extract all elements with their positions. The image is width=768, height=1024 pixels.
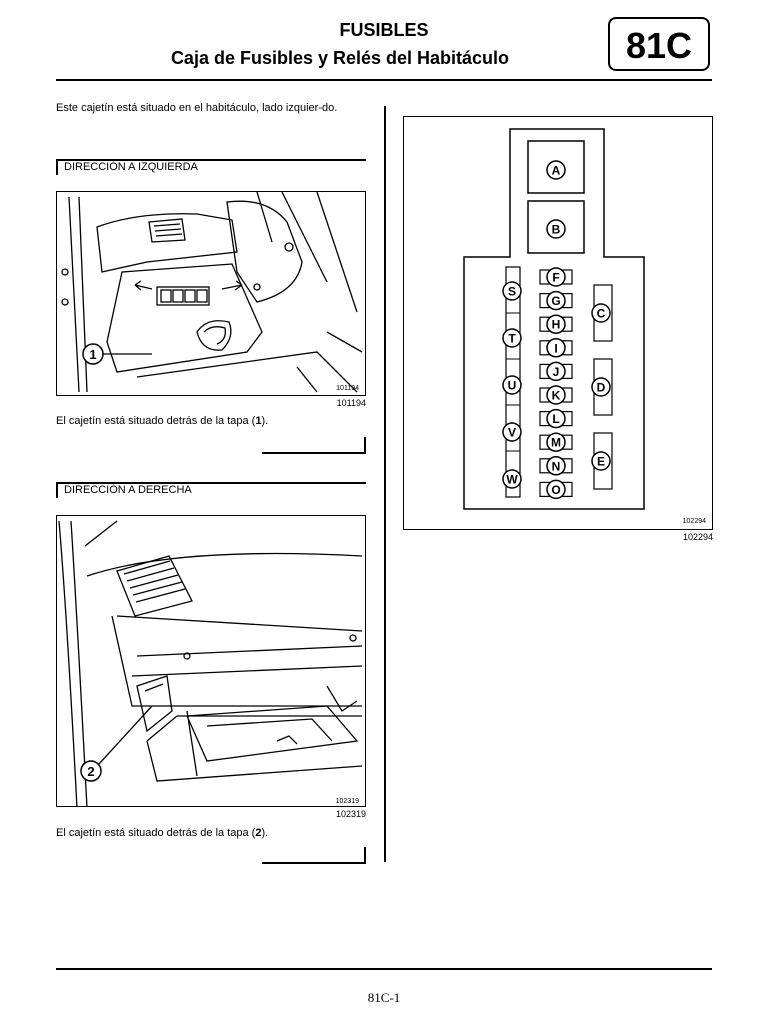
column-divider [384, 106, 386, 862]
fuse-label-c: C [596, 306, 606, 321]
fuse-label-u: U [507, 378, 517, 393]
fuse-label-m: M [551, 435, 561, 450]
figure-ref-101194: 101194 [336, 398, 366, 408]
fuse-box-diagram [404, 117, 713, 530]
dashboard-left-illustration [57, 192, 366, 396]
fuse-label-e: E [596, 454, 606, 469]
figure-left-steering-dashboard [56, 191, 366, 396]
page-title: FUSIBLES [339, 20, 429, 40]
fuse-label-d: D [596, 380, 606, 395]
figure-ref-102319: 102319 [335, 809, 366, 819]
page-number: 81C-1 [367, 990, 401, 1005]
fuse-label-h: H [551, 317, 561, 332]
fuse-label-n: N [551, 459, 561, 474]
fuse-label-j: J [552, 364, 560, 379]
fuse-label-l: L [552, 412, 560, 427]
figure-fuse-box-diagram [403, 116, 713, 530]
end-mark-tick [364, 437, 366, 454]
caption-left-steering [56, 414, 368, 428]
fuse-label-s: S [507, 284, 517, 299]
end-mark-tick [364, 847, 366, 864]
caption-text: El cajetín está situado detrás de la tapa ( [56, 415, 256, 427]
header-divider [56, 79, 712, 81]
section-heading-left-steering: DIRECCIÓN A IZQUIERDA [56, 159, 366, 175]
figure-ref-inner-101194: 101194 [336, 385, 359, 392]
fuse-label-k: K [551, 388, 561, 403]
section-badge: 81C [608, 17, 710, 71]
caption-text-end: ). [261, 827, 269, 839]
fuse-label-b: B [551, 222, 561, 237]
fuse-label-g: G [551, 294, 561, 309]
glovebox-illustration [57, 516, 366, 807]
end-mark-line [262, 452, 366, 454]
fuse-label-f: F [552, 270, 560, 285]
footer-divider [56, 968, 712, 970]
end-mark-line [262, 862, 366, 864]
fuse-label-v: V [507, 425, 517, 440]
intro-text: Este cajetín está situado en el habitáculo, lado izquier-do. [56, 102, 338, 114]
fuse-label-o: O [551, 482, 561, 497]
section-heading-right-steering: DIRECCIÓN A DERECHA [56, 482, 366, 498]
caption-ref: 1 [255, 415, 262, 427]
fuse-label-w: W [506, 472, 518, 487]
callout-1-label: 1 [89, 347, 97, 362]
fuse-label-a: A [551, 163, 561, 178]
fuse-label-t: T [508, 331, 516, 346]
figure-ref-inner-102319: 102319 [335, 798, 359, 805]
page-subtitle: Caja de Fusibles y Relés del Habitáculo [170, 48, 510, 68]
figure-right-steering-glovebox [56, 515, 366, 807]
callout-2-label: 2 [87, 764, 95, 779]
caption-ref: 2 [255, 827, 262, 839]
figure-ref-102294: 102294 [682, 532, 713, 542]
caption-right-steering [56, 826, 368, 840]
caption-text: El cajetín está situado detrás de la tapa ( [56, 827, 256, 839]
fuse-label-i: I [554, 341, 558, 356]
caption-text-end: ). [261, 415, 269, 427]
figure-ref-inner-102294: 102294 [682, 518, 706, 525]
